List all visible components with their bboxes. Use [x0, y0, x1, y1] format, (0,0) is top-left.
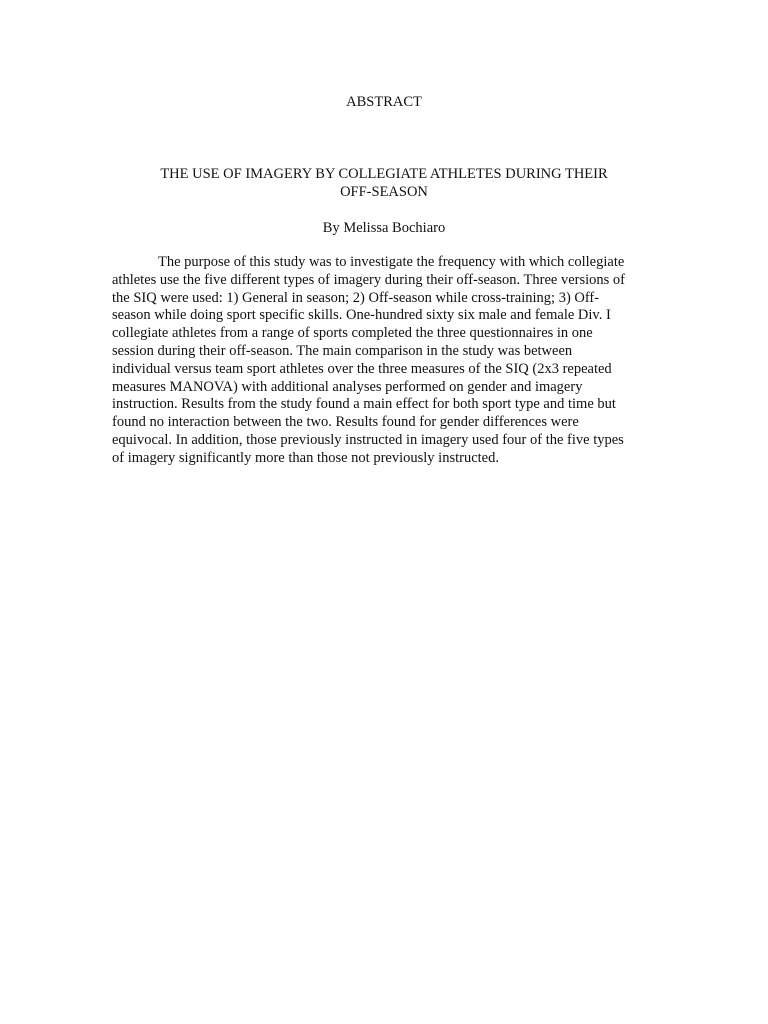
abstract-line-2: athletes use the five different types of imagery during their off-season. Three versions of	[112, 271, 625, 288]
abstract-line-8: measures MANOVA) with additional analyses performed on gender and imagery	[112, 378, 583, 395]
abstract-line-9: instruction. Results from the study found a main effect for both sport type and time but	[112, 396, 616, 413]
abstract-line-5: collegiate athletes from a range of sports completed the three questionnaires in one	[112, 325, 593, 342]
abstract-line-4: season while doing sport specific skills. One-hundred sixty six male and female Div. I	[112, 307, 611, 324]
abstract-line-7: individual versus team sport athletes over the three measures of the SIQ (2x3 repeated	[112, 360, 612, 377]
abstract-paragraph	[112, 254, 660, 468]
author-line: By Melissa Bochiaro	[322, 220, 446, 236]
abstract-line-3: the SIQ were used: 1) General in season; 2) Off-season while cross-training; 3) Off-	[112, 289, 600, 306]
title-line-1: THE USE OF IMAGERY BY COLLEGIATE ATHLETES DURING THEIR	[160, 166, 608, 182]
abstract-heading: ABSTRACT	[346, 94, 422, 110]
abstract-line-12: of imagery significantly more than those not previously instructed.	[112, 449, 499, 466]
abstract-line-1: The purpose of this study was to investigate the frequency with which collegiate	[158, 254, 625, 270]
abstract-line-10: found no interaction between the two. Results found for gender differences were	[112, 414, 579, 431]
title-line-2: OFF-SEASON	[340, 184, 428, 200]
abstract-line-6: session during their off-season. The main comparison in the study was between	[112, 342, 573, 359]
abstract-line-11: equivocal. In addition, those previously instructed in imagery used four of the five types	[112, 431, 624, 448]
